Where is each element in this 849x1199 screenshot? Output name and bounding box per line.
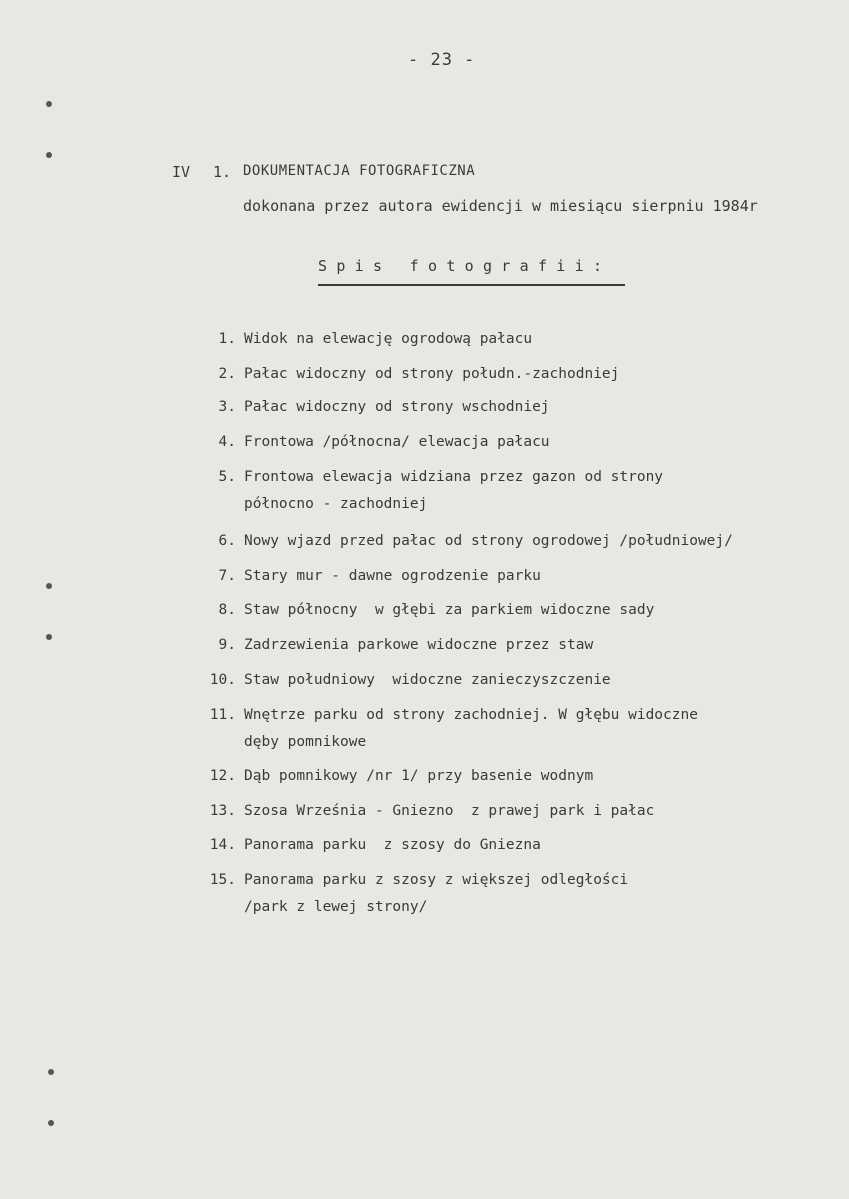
item-number: 13. [209, 803, 236, 819]
item-text: Zadrzewienia parkowe widoczne przez staw [244, 637, 594, 653]
item-text: Panorama parku z szosy z większej odległości /park z lewej strony/ [244, 872, 629, 915]
list-heading: Spis fotografii: [318, 257, 612, 275]
item-number: 1. [218, 331, 236, 347]
section-subtitle: dokonana przez autora ewidencji w miesiącu sierpniu 1984r [243, 197, 758, 215]
section-roman-numeral: IV [172, 163, 191, 181]
binder-hole-mark [46, 583, 52, 589]
item-text: Staw południowy widoczne zanieczyszczenie [244, 672, 611, 688]
item-text: Szosa Września - Gniezno z prawej park i pałac [244, 803, 655, 819]
item-text: Nowy wjazd przed pałac od strony ogrodowej /południowej/ [244, 533, 733, 549]
item-text: Widok na elewację ogrodową pałacu [244, 331, 533, 347]
item-number: 3. [218, 399, 236, 415]
item-number: 10. [209, 672, 236, 688]
item-text: Frontowa /północna/ elewacja pałacu [244, 434, 550, 450]
item-number: 9. [218, 637, 236, 653]
item-number: 4. [218, 434, 236, 450]
item-number: 12. [209, 768, 236, 784]
binder-hole-mark [46, 152, 52, 158]
item-text: Staw północny w głębi za parkiem widoczne sady [244, 602, 655, 618]
item-number: 6. [218, 533, 236, 549]
item-text: Dąb pomnikowy /nr 1/ przy basenie wodnym [244, 768, 594, 784]
item-text: Frontowa elewacja widziana przez gazon od strony północno - zachodniej [244, 469, 664, 512]
binder-hole-mark [46, 634, 52, 640]
item-number: 11. [209, 707, 236, 723]
item-number: 15. [209, 872, 236, 888]
item-number: 8. [218, 602, 236, 618]
heading-underline [318, 284, 625, 286]
item-number: 14. [209, 837, 236, 853]
binder-hole-mark [48, 1069, 54, 1075]
binder-hole-mark [46, 101, 52, 107]
binder-hole-mark [48, 1120, 54, 1126]
item-text: Panorama parku z szosy do Gniezna [244, 837, 541, 853]
page-number: - 23 - [408, 50, 476, 70]
item-number: 7. [218, 568, 236, 584]
item-number: 5. [218, 469, 236, 485]
item-text: Wnętrze parku od strony zachodniej. W głębu widoczne dęby pomnikowe [244, 707, 698, 750]
item-text: Pałac widoczny od strony połudn.-zachodniej [244, 366, 620, 382]
item-number: 2. [218, 366, 236, 382]
section-title: DOKUMENTACJA FOTOGRAFICZNA [243, 163, 476, 179]
section-number: 1. [213, 163, 232, 181]
item-text: Stary mur - dawne ogrodzenie parku [244, 568, 541, 584]
item-text: Pałac widoczny od strony wschodniej [244, 399, 550, 415]
